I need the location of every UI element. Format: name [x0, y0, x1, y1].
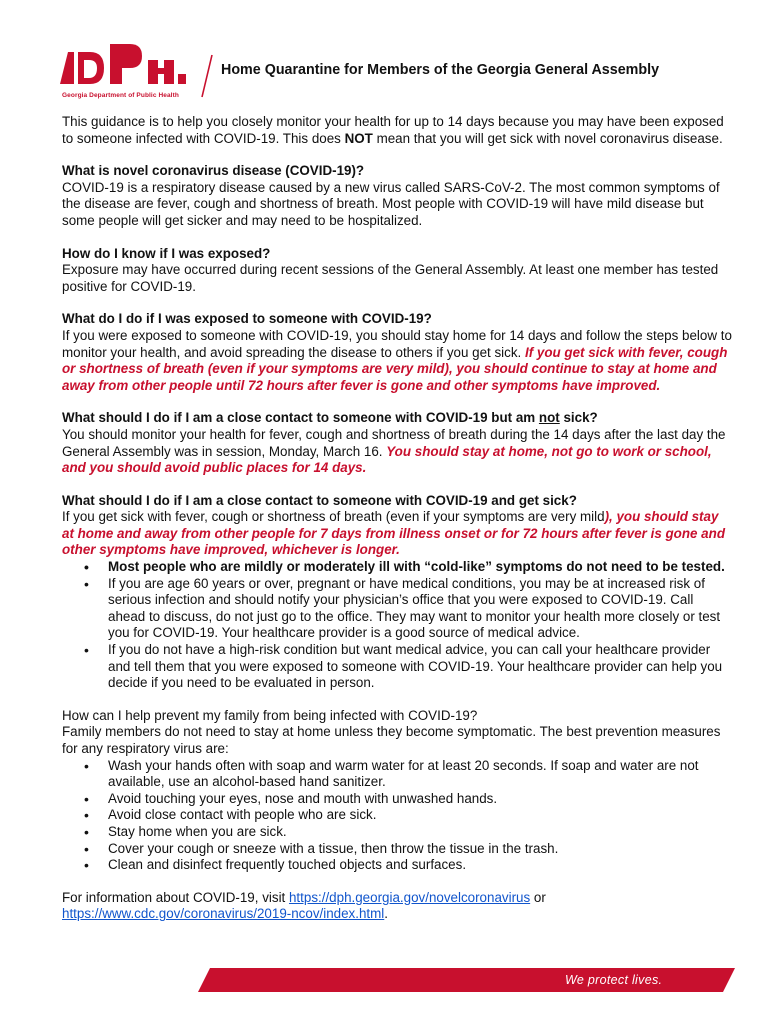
- logo-caption: Georgia Department of Public Health: [62, 92, 179, 99]
- sick-guidance-list: [62, 559, 734, 692]
- intro-paragraph: This guidance is to help you closely monitor your health for up to 14 days because you may have been exposed to someone infected with COVID-19. This does NOT mean that you will get sick with novel coronavirus disease.: [62, 114, 724, 146]
- list-item: • If you do not have a high-risk condition but want medical advice, you can call your healthcare provider and tell them that you were exposed to someone with COVID-19. Your healthcare provider can help you decide if you need to be evaluated in person.: [62, 642, 734, 692]
- list-item: • Wash your hands often with soap and warm water for at least 20 seconds. If soap and water are not available, use an alcohol-based hand sanitizer.: [62, 758, 734, 791]
- section-heading-what-to-do: What do I do if I was exposed to someone with COVID-19?: [62, 311, 432, 327]
- section-heading-family: How can I help prevent my family from being infected with COVID-19?: [62, 707, 478, 723]
- section-body-get-sick: If you get sick with fever, cough or shortness of breath (even if your symptoms are very mild), you should stay at home and away from other people for 7 days from illness onset or for 72 hours after fever is gone and other symptoms have improved, whichever is longer.: [62, 509, 725, 558]
- document-header: [60, 40, 740, 100]
- list-item: • Clean and disinfect frequently touched objects and surfaces.: [62, 857, 734, 874]
- warning-text: You should stay at home, not go to work or school, and you should avoid public places for 14 days.: [62, 443, 712, 476]
- document-title: Home Quarantine for Members of the Georgia General Assembly: [221, 62, 660, 78]
- list-item: • Avoid touching your eyes, nose and mouth with unwashed hands.: [62, 791, 734, 808]
- header-divider: [200, 54, 214, 98]
- section-body-covid: COVID-19 is a respiratory disease caused by a new virus called SARS-CoV-2. The most common symptoms of the disease are fever, cough and shortness of breath. Most people with COVID-19 will have mild disease but some people will get sicker and may need to be hospitalized.: [62, 179, 720, 228]
- section-body-what-to-do: If you were exposed to someone with COVID-19, you should stay home for 14 days and follow the steps below to monitor your health, and avoid spreading the disease to others if you get sick. If you get sick with fever, cough or shortness of breath (even if your symptoms are very mild), you should continue to stay at home and away from other people until 72 hours after fever is gone and other symptoms have improved.: [62, 327, 732, 393]
- section-heading-exposed: How do I know if I was exposed?: [62, 245, 271, 261]
- info-paragraph: For information about COVID-19, visit https://dph.georgia.gov/novelcoronavirus or https://www.cdc.gov/coronavirus/2019-ncov/index.html.: [62, 889, 546, 922]
- warning-text: If you get sick with fever, cough or shortness of breath (even if your symptoms are very mild), you should continue to stay at home and away from other people until 72 hours after fever is gone and other symptoms have improved.: [62, 344, 728, 393]
- list-item: • Avoid close contact with people who are sick.: [62, 807, 734, 824]
- section-body-family: Family members do not need to stay at home unless they become symptomatic. The best prevention measures for any respiratory virus are:: [62, 724, 721, 756]
- section-heading-not-sick: What should I do if I am a close contact to someone with COVID-19 but am not sick?: [62, 410, 598, 426]
- list-item: • Most people who are mildly or moderately ill with “cold-like” symptoms do not need to be tested.: [62, 559, 734, 576]
- list-item: • If you are age 60 years or over, pregnant or have medical conditions, you may be at increased risk of serious infection and should notify your physician’s office that you were exposed to COVID-19. Call ahead to discuss, do not just go to the office. They may want to monitor your health more closely or test you for COVID-19. Your healthcare provider is a good source of medical advice.: [62, 576, 734, 642]
- section-heading-get-sick: What should I do if I am a close contact to someone with COVID-19 and get sick?: [62, 492, 577, 508]
- section-heading-covid: What is novel coronavirus disease (COVID-19)?: [62, 163, 365, 179]
- intro-emphasis: NOT: [344, 130, 373, 146]
- dph-link[interactable]: https://dph.georgia.gov/novelcoronavirus: [288, 889, 531, 905]
- prevention-list: [62, 758, 734, 874]
- list-item: • Cover your cough or sneeze with a tissue, then throw the tissue in the trash.: [62, 841, 734, 858]
- cdc-link[interactable]: https://www.cdc.gov/coronavirus/2019-ncov/index.html: [62, 906, 385, 922]
- section-body-exposed: Exposure may have occurred during recent sessions of the General Assembly. At least one member has tested positive for COVID-19.: [62, 262, 719, 294]
- warning-text: ), you should stay at home and away from other people for 7 days from illness onset or for 72 hours after fever is gone and other symptoms have improved, whichever is longer.: [62, 509, 725, 558]
- section-body-not-sick: You should monitor your health for fever, cough and shortness of breath during the 14 days after the last day the General Assembly was in session, Monday, March 16. You should stay at home, not go to work or school, and you should avoid public places for 14 days.: [62, 426, 726, 476]
- list-item: • Stay home when you are sick.: [62, 824, 734, 841]
- footer-tagline: We protect lives.: [565, 973, 663, 987]
- document-body: [62, 114, 734, 923]
